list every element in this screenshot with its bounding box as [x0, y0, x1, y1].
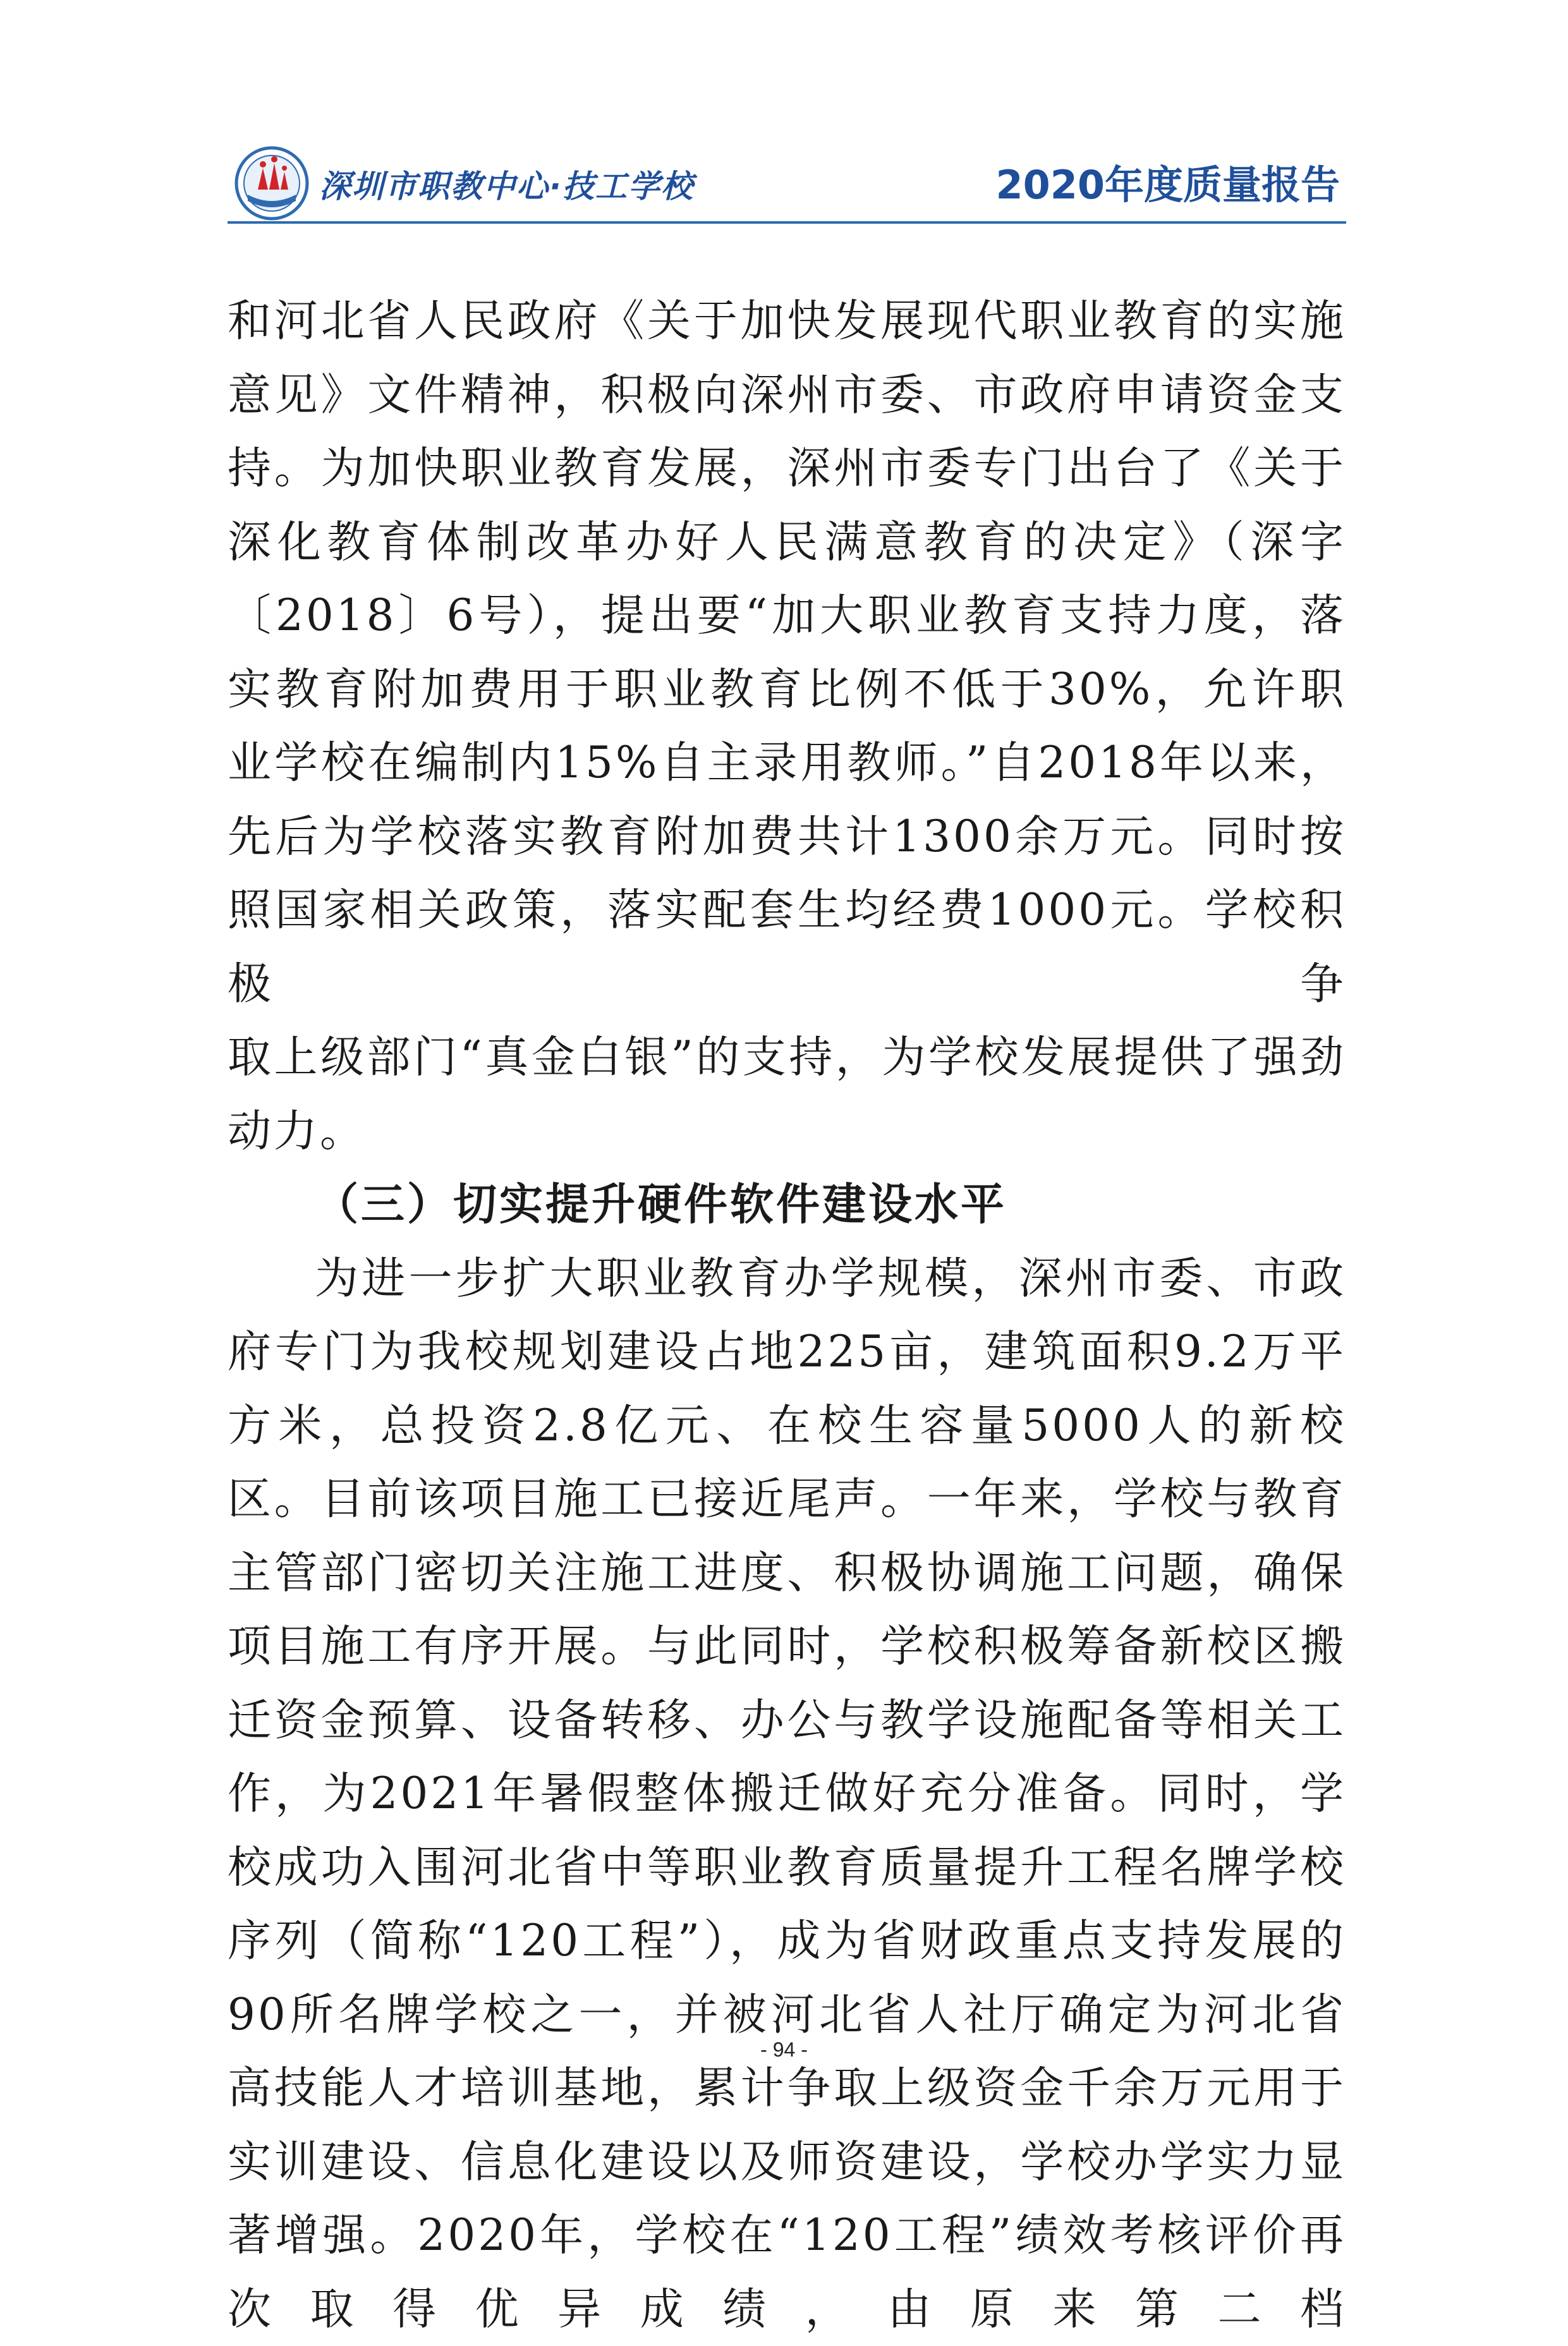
school-emblem-icon [234, 145, 310, 221]
page-header [228, 136, 1346, 224]
body-paragraph-2: 为进一步扩大职业教育办学规模，深州市委、市政府专门为我校规划建设占地225亩，建筑面积9.2万平方米，总投资2.8亿元、在校生容量5000人的新校区。目前该项目施工已接近尾声。一年来，学校与教育主管部门密切关注施工进度、积极协调施工问题，确保项目施工有序开展。与此同时，学校积极筹备新校区搬迁资金预算、设备转移、办公与教学设施配备等相关工作，为2021年暑假整体搬迁做好充分准备。同时，学校成功入围河北省中等职业教育质量提升工程名牌学校序列（简称“120工程”），成为省财政重点支持发展的90所名牌学校之一，并被河北省人社厅确定为河北省高技能人才培训基地，累计争取上级资金千余万元用于实训建设、信息化建设以及师资建设，学校办学实力显著增强。2020年，学校在“120工程”绩效考核评价再次取得优异成绩，由原来第二档 [228, 1242, 1346, 2346]
report-title: 2020年度质量报告 [995, 154, 1340, 210]
page-body [228, 284, 1346, 2346]
body-paragraph-1 [228, 284, 1346, 1168]
section-heading: （三）切实提升硬件软件建设水平 [228, 1168, 1346, 1242]
page-number: - 94 - [0, 2038, 1568, 2062]
body-paragraph-1-last-line: 取上级部门“真金白银”的支持，为学校发展提供了强劲动力。 [228, 1021, 1346, 1168]
body-paragraph-1-text: 和河北省人民政府《关于加快发展现代职业教育的实施意见》文件精神，积极向深州市委、市政府申请资金支持。为加快职业教育发展，深州市委专门出台了《关于深化教育体制改革办好人民满意教育的决定》（深字〔2018〕6号），提出要“加大职业教育支持力度，落实教育附加费用于职业教育比例不低于30%，允许职业学校在编制内15%自主录用教师。”自2018年以来，先后为学校落实教育附加费共计1300余万元。同时按照国家相关政策，落实配套生均经费1000元。学校积极争 [228, 296, 1346, 1009]
school-name: 深圳市职教中心·技工学校 [319, 161, 694, 207]
